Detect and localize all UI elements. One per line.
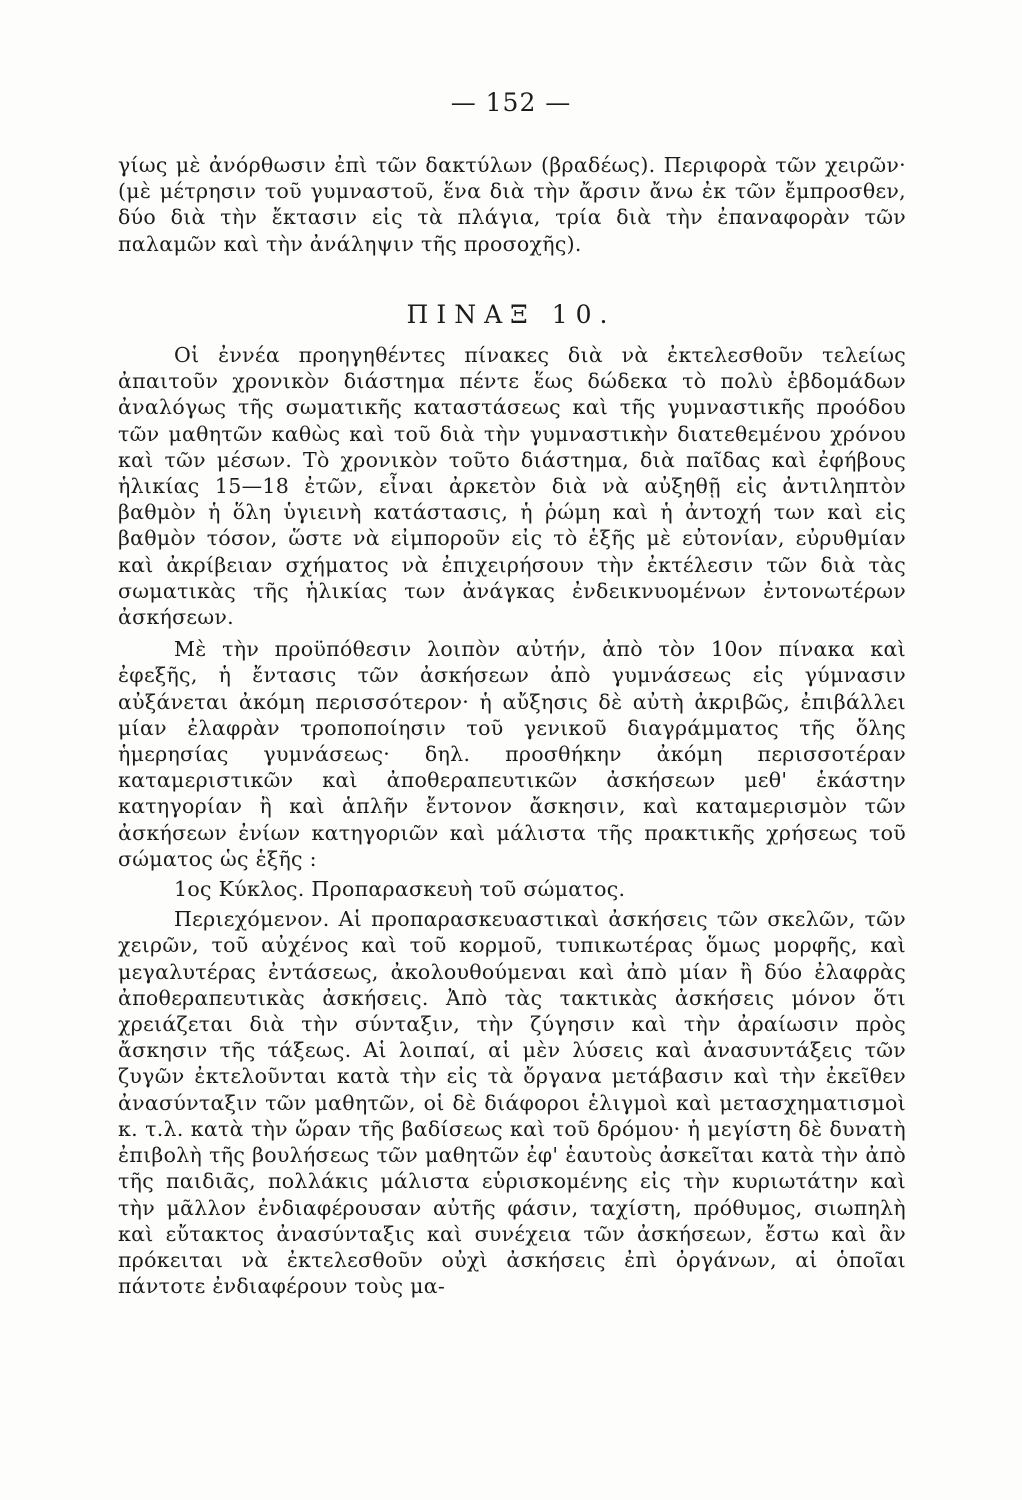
continuation-block — [118, 152, 906, 257]
main-text-block — [118, 342, 906, 1299]
paragraph-2: Μὲ τὴν προϋπόθεσιν λοιπὸν αὐτήν, ἀπὸ τὸν 10ον πίνακα καὶ ἐφεξῆς, ἡ ἔντασις τῶν ἀσκήσεων ἀπὸ γυμνάσεως εἰς γύμνασιν αὐξάνεται ἀκόμη περισσότερον· ἡ αὔξησις δὲ αὐτὴ ἀκριβῶς, ἐπιβάλλει μίαν ἐλαφρὰν τροποποίησιν τοῦ γενικοῦ διαγράμματος τῆς ὅλης ἡμερησίας γυμνάσεως· δηλ. προσθήκην ἀκόμη περισσοτέραν καταμεριστικῶν καὶ ἀποθεραπευτικῶν ἀσκήσεων μεθ' ἑκάστην κατηγορίαν ἢ καὶ ἁπλῆν ἔντονον ἄσκησιν, καὶ καταμερισμὸν τῶν ἀσκήσεων ἐνίων κατηγοριῶν καὶ μάλιστα τῆς πρακτικῆς χρήσεως τοῦ σώματος ὡς ἑξῆς : — [118, 637, 906, 871]
paragraph-1: Οἱ ἐννέα προηγηθέντες πίνακες διὰ νὰ ἐκτελεσθοῦν τελείως ἀπαιτοῦν χρονικὸν διάστημα πέντε ἕως δώδεκα τὸ πολὺ ἑβδομάδων ἀναλόγως τῆς σωματικῆς καταστάσεως καὶ τῆς γυμναστικῆς προόδου τῶν μαθητῶν καθὼς καὶ τοῦ διὰ τὴν γυμναστικὴν διατεθεμένου χρόνου καὶ τῶν μέσων. Τὸ χρονικὸν τοῦτο διάστημα, διὰ παῖδας καὶ ἐφήβους ἡλικίας 15—18 ἐτῶν, εἶναι ἀρκετὸν διὰ νὰ αὐξηθῇ εἰς ἀντιληπτὸν βαθμὸν ἡ ὅλη ὑγιεινὴ κατάστασις, ἡ ῥώμη καὶ ἡ ἀντοχή των καὶ εἰς βαθμὸν τόσον, ὥστε νὰ εἰμποροῦν εἰς τὸ ἑξῆς μὲ εὐτονίαν, εὐρυθμίαν καὶ ἀκρίβειαν σχήματος νὰ ἐπιχειρήσουν τὴν ἐκτέλεσιν τῶν διὰ τὰς σωματικὰς τῆς ἡλικίας των ἀνάγκας ἐνδεικνυομένων ἐντονωτέρων ἀσκήσεων. — [118, 343, 906, 630]
section-heading: ΠΙΝΑΞ 10. — [406, 300, 616, 329]
continuation-paragraph: γίως μὲ ἀνόρθωσιν ἐπὶ τῶν δακτύλων (βραδέως). Περιφορὰ τῶν χειρῶν· (μὲ μέτρησιν τοῦ γυμναστοῦ, ἕνα διὰ τὴν ἄρσιν ἄνω ἐκ τῶν ἔμπροσθεν, δύο διὰ τὴν ἔκτασιν εἰς τὰ πλάγια, τρία διὰ τὴν ἐπαναφορὰν τῶν παλαμῶν καὶ τὴν ἀνάληψιν τῆς προσοχῆς). — [118, 153, 906, 256]
paragraph-cycle-title: 1ος Κύκλος. Προπαρασκευὴ τοῦ σώματος. — [174, 877, 626, 902]
paragraph-content: Περιεχόμενον. Αἱ προπαρασκευαστικαὶ ἀσκήσεις τῶν σκελῶν, τῶν χειρῶν, τοῦ αὐχένος καὶ τοῦ κορμοῦ, τυπικωτέρας ὅμως μορφῆς, καὶ μεγαλυτέρας ἐντάσεως, ἀκολουθούμεναι καὶ ἀπὸ μίαν ἢ δύο ἐλαφρὰς ἀποθεραπευτικὰς ἀσκήσεις. Ἀπὸ τὰς τακτικὰς ἀσκήσεις μόνον ὅτι χρειάζεται διὰ τὴν σύνταξιν, τὴν ζύγησιν καὶ τὴν ἀραίωσιν πρὸς ἄσκησιν τῆς τάξεως. Αἱ λοιπαί, αἱ μὲν λύσεις καὶ ἀνασυντάξεις τῶν ζυγῶν ἐκτελοῦνται κατὰ τὴν εἰς τὰ ὄργανα μετάβασιν καὶ τὴν ἐκεῖθεν ἀνασύνταξιν τῶν μαθητῶν, οἱ δὲ διάφοροι ἑλιγμοὶ καὶ μετασχηματισμοὶ κ. τ.λ. κατὰ τὴν ὥραν τῆς βαδίσεως καὶ τοῦ δρόμου· ἡ μεγίστη δὲ δυνατὴ ἐπιβολὴ τῆς βουλήσεως τῶν μαθητῶν ἐφ' ἑαυτοὺς ἀσκεῖται κατὰ τὴν ἀπὸ τῆς παιδιᾶς, πολλάκις μάλιστα εὑρισκομένης εἰς τὴν κυριωτάτην καὶ τὴν μᾶλλον ἐνδιαφέρουσαν αὐτῆς φάσιν, ταχίστη, πρόθυμος, σιωπηλὴ καὶ εὔτακτος ἀνασύνταξις καὶ συνέχεια τῶν ἀσκήσεων, ἔστω καὶ ἂν πρόκειται νὰ ἐκτελεσθοῦν οὐχὶ ἀσκήσεις ἐπὶ ὀργάνων, αἱ ὁποῖαι πάντοτε ἐνδιαφέρουν τοὺς μα- — [118, 907, 906, 1299]
page-number: — 152 — — [450, 88, 572, 117]
